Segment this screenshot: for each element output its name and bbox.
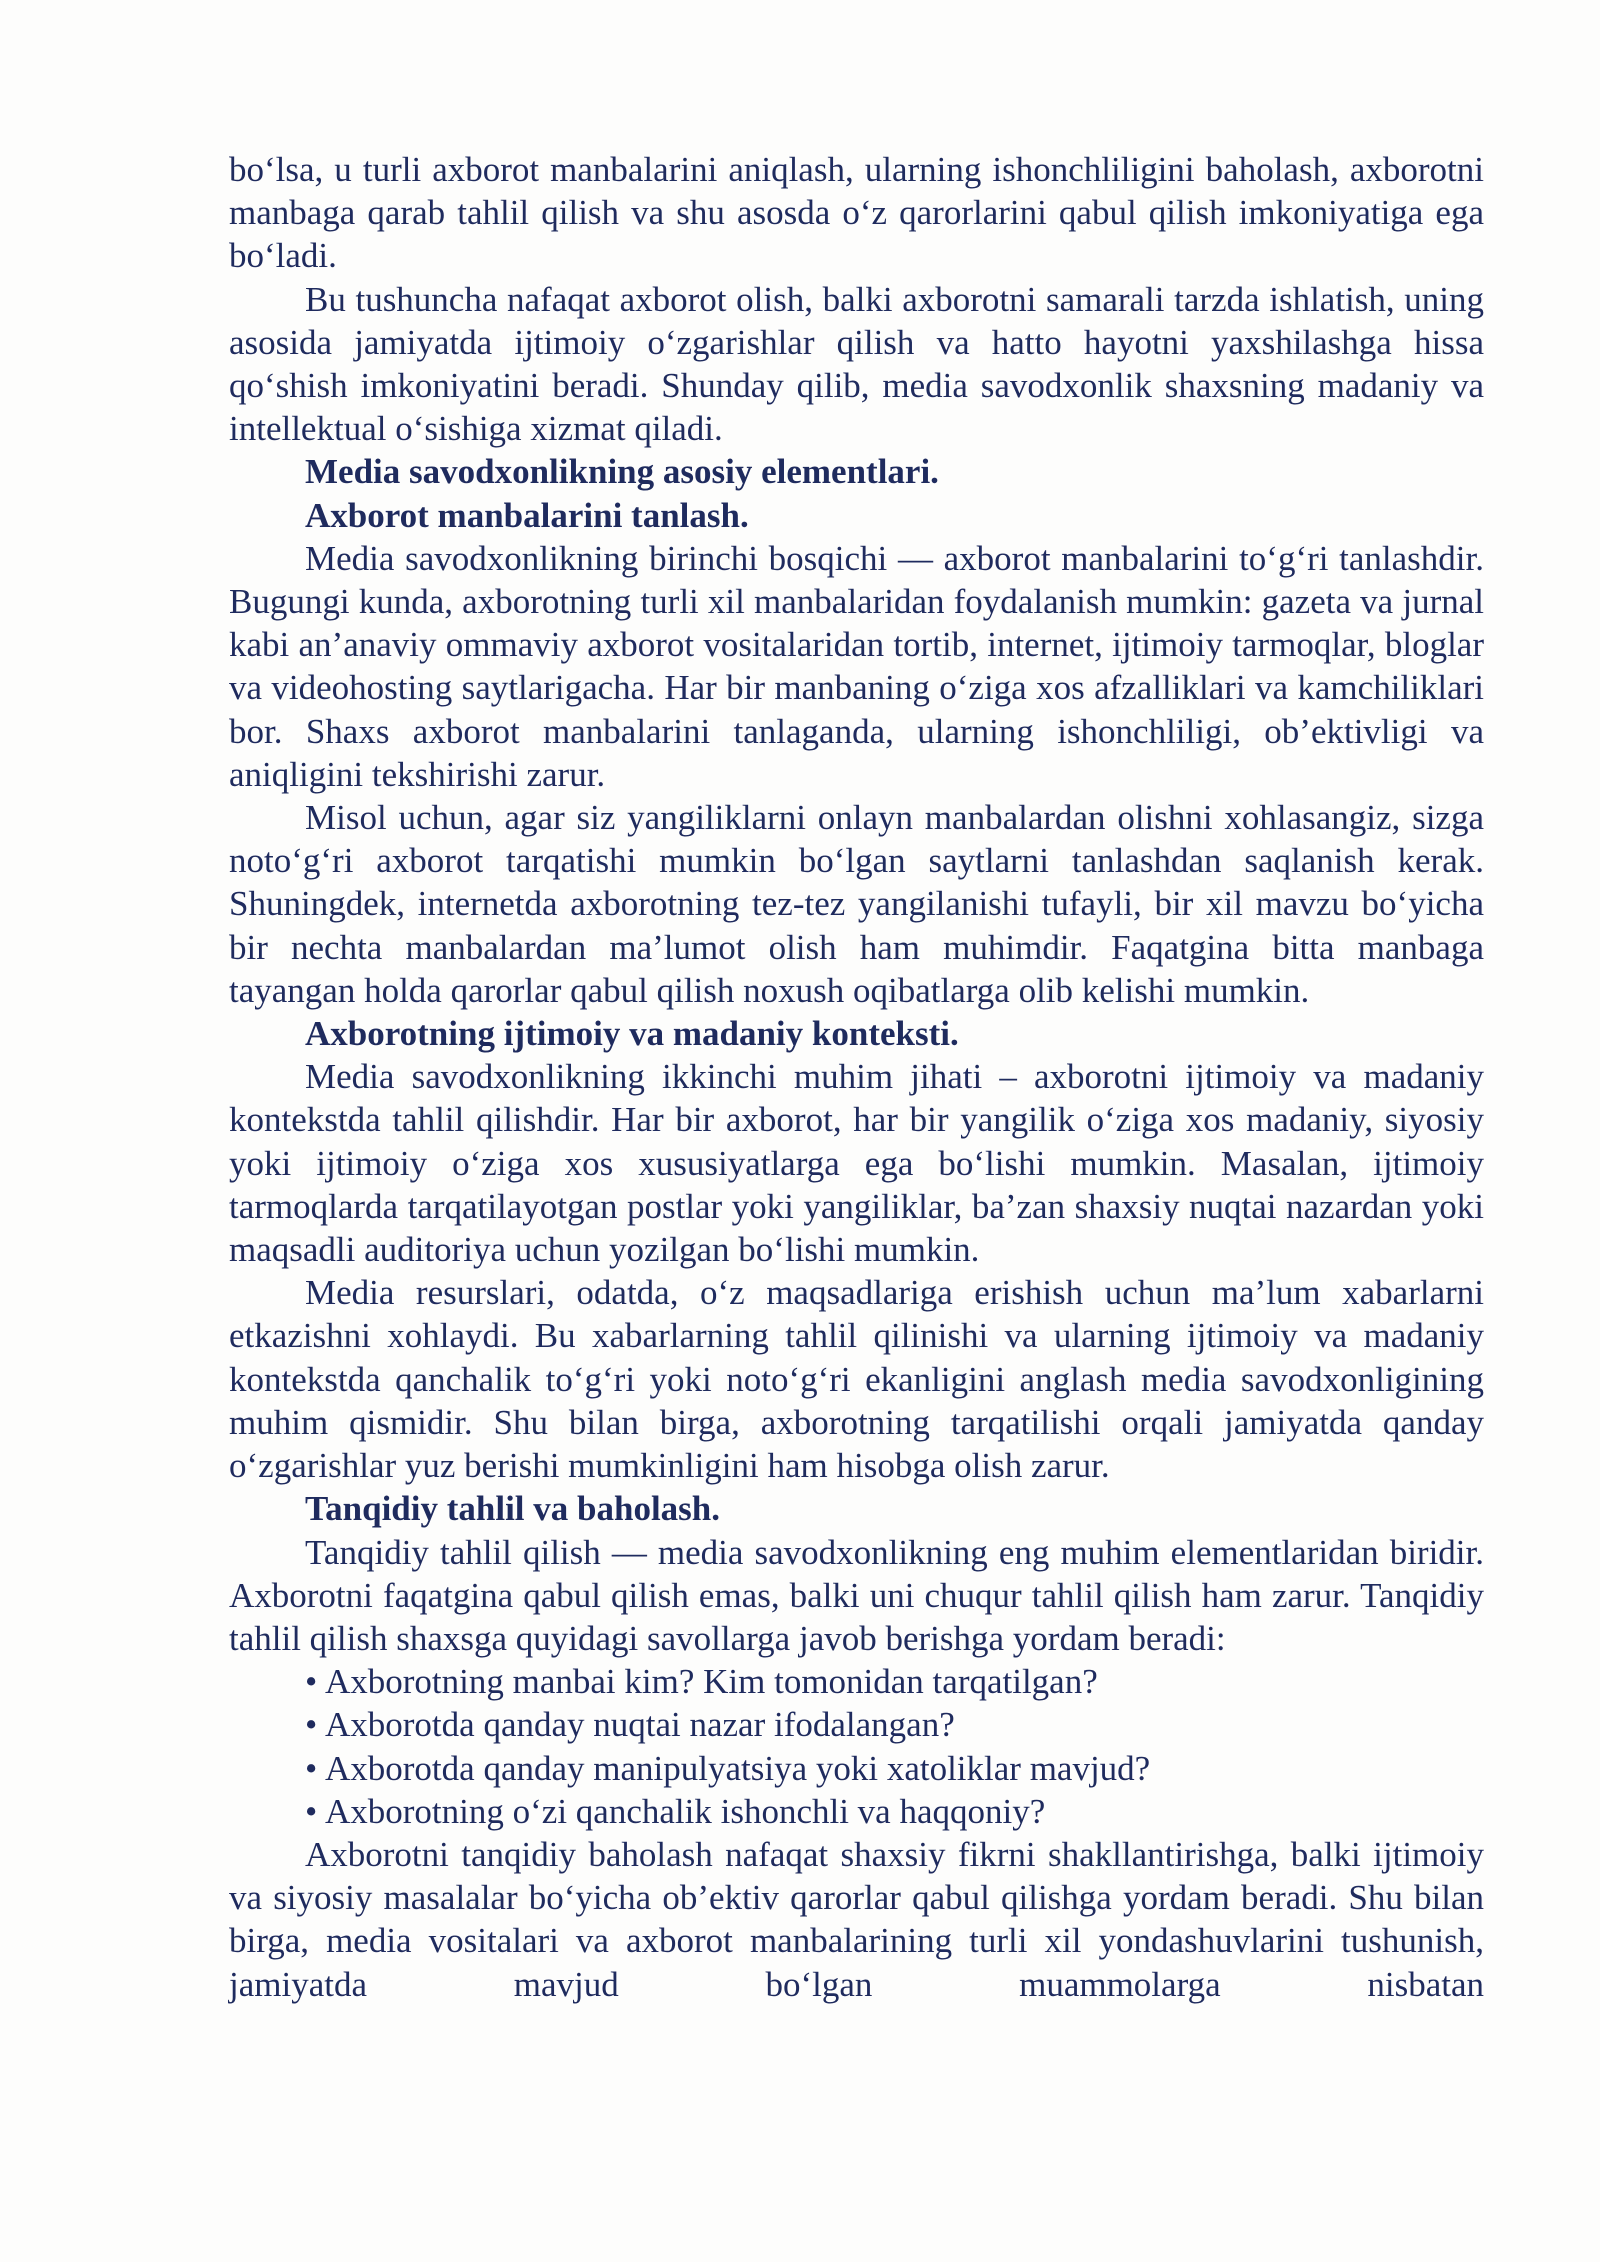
heading-critical-analysis: Tanqidiy tahlil va baholash. <box>305 1489 721 1529</box>
heading-context: Axborotning ijtimoiy va madaniy konteksti. <box>305 1014 959 1054</box>
bullet-glyph: • <box>305 1662 318 1702</box>
list-item <box>305 1747 1484 1790</box>
paragraph-intro-continuation: bo‘lsa, u turli axborot manbalarini aniqlash, ularning ishonchliligini baholash, axborotni manbaga qarab tahlil qilish va shu asosda o‘z qarorlarini qabul qilish imkoniyatiga ega bo‘ladi. <box>229 150 1484 276</box>
list-item-text: Axborotda qanday nuqtai nazar ifodalangan? <box>325 1705 955 1745</box>
paragraph-example: Misol uchun, agar siz yangiliklarni onlayn manbalardan olishni xohlasangiz, sizga noto‘g‘ri axborot tarqatishi mumkin bo‘lgan saytlarni tanlashdan saqlanish kerak. Shuningdek, internetda axborotning tez-tez yangilanishi tufayli, bir xil mavzu bo‘yicha bir nechta manbalardan ma’lumot olish ham muhimdir. Faqatgina bitta manbaga tayangan holda qarorlar qabul qilish noxush oqibatlarga olib kelishi mumkin. <box>229 798 1484 1010</box>
heading-source-selection: Axborot manbalarini tanlash. <box>305 495 749 535</box>
bullet-glyph: • <box>305 1705 318 1745</box>
paragraph-evaluation: Axborotni tanqidiy baholash nafaqat shaxsiy fikrni shakllantirishga, balki ijtimoiy va siyosiy masalalar bo‘yicha ob’ektiv qarorlar qabul qilishga yordam beradi. Shu bilan birga, media vositalari va axborot manbalarining turli xil yondashuvlarini tushunish, jamiyatda mavjud bo‘lgan muammolarga nisbatan <box>229 1834 1484 2004</box>
list-item <box>305 1790 1484 1833</box>
paragraph-source-selection: Media savodxonlikning birinchi bosqichi — axborot manbalarini to‘g‘ri tanlashdir. Bugungi kunda, axborotning turli xil manbalaridan foydalanish mumkin: gazeta va jurnal kabi an’anaviy ommaviy axborot vositalaridan tortib, internet, ijtimoiy tarmoqlar, bloglar va videohosting saytlarigacha. Har bir manbaning o‘ziga xos afzalliklari va kamchiliklari bor. Shaxs axborot manbalarini tanlaganda, ularning ishonchliligi, ob’ektivligi va aniqligini tekshirishi zarur. <box>229 538 1484 794</box>
paragraph-context: Media savodxonlikning ikkinchi muhim jihati – axborotni ijtimoiy va madaniy kontekstda tahlil qilishdir. Har bir axborot, har bir yangilik o‘ziga xos madaniy, siyosiy yoki ijtimoiy o‘ziga xos xususiyatlarga ega bo‘lishi mumkin. Masalan, ijtimoiy tarmoqlarda tarqatilayotgan postlar yoki yangiliklar, ba’zan shaxsiy nuqtai nazardan yoki maqsadli auditoriya uchun yozilgan bo‘lishi mumkin. <box>229 1057 1484 1270</box>
paragraph-critical-analysis: Tanqidiy tahlil qilish — media savodxonlikning eng muhim elementlaridan biridir. Axborotni faqatgina qabul qilish emas, balki uni chuqur tahlil qilish ham zarur. Tanqidiy tahlil qilish shaxsga quyidagi savollarga javob berishga yordam beradi: <box>229 1532 1484 1658</box>
list-item-text: Axborotning o‘zi qanchalik ishonchli va haqqoniy? <box>325 1791 1046 1831</box>
question-list <box>229 1660 1484 1833</box>
list-item <box>305 1703 1484 1746</box>
list-item <box>305 1660 1484 1703</box>
bullet-glyph: • <box>305 1791 318 1831</box>
bullet-glyph: • <box>305 1748 318 1788</box>
paragraph-media-resources: Media resurslari, odatda, o‘z maqsadlariga erishish uchun ma’lum xabarlarni etkazishni xohlaydi. Bu xabarlarning tahlil qilinishi va ularning ijtimoiy va madaniy kontekstda qanchalik to‘g‘ri yoki noto‘g‘ri ekanligini anglash media savodxonligining muhim qismidir. Shu bilan birga, axborotning tarqatilishi orqali jamiyatda qanday o‘zgarishlar yuz berishi mumkinligini ham hisobga olish zarur. <box>229 1273 1484 1486</box>
paragraph-concept: Bu tushuncha nafaqat axborot olish, balki axborotni samarali tarzda ishlatish, uning asosida jamiyatda ijtimoiy o‘zgarishlar qilish va hatto hayotni yaxshilashga hissa qo‘shish imkoniyatini beradi. Shunday qilib, media savodxonlik shaxsning madaniy va intellektual o‘sishiga xizmat qiladi. <box>229 279 1484 449</box>
list-item-text: Axborotda qanday manipulyatsiya yoki xatoliklar mavjud? <box>325 1748 1151 1788</box>
heading-basic-elements: Media savodxonlikning asosiy elementlari. <box>305 452 939 492</box>
list-item-text: Axborotning manbai kim? Kim tomonidan tarqatilgan? <box>325 1662 1098 1702</box>
